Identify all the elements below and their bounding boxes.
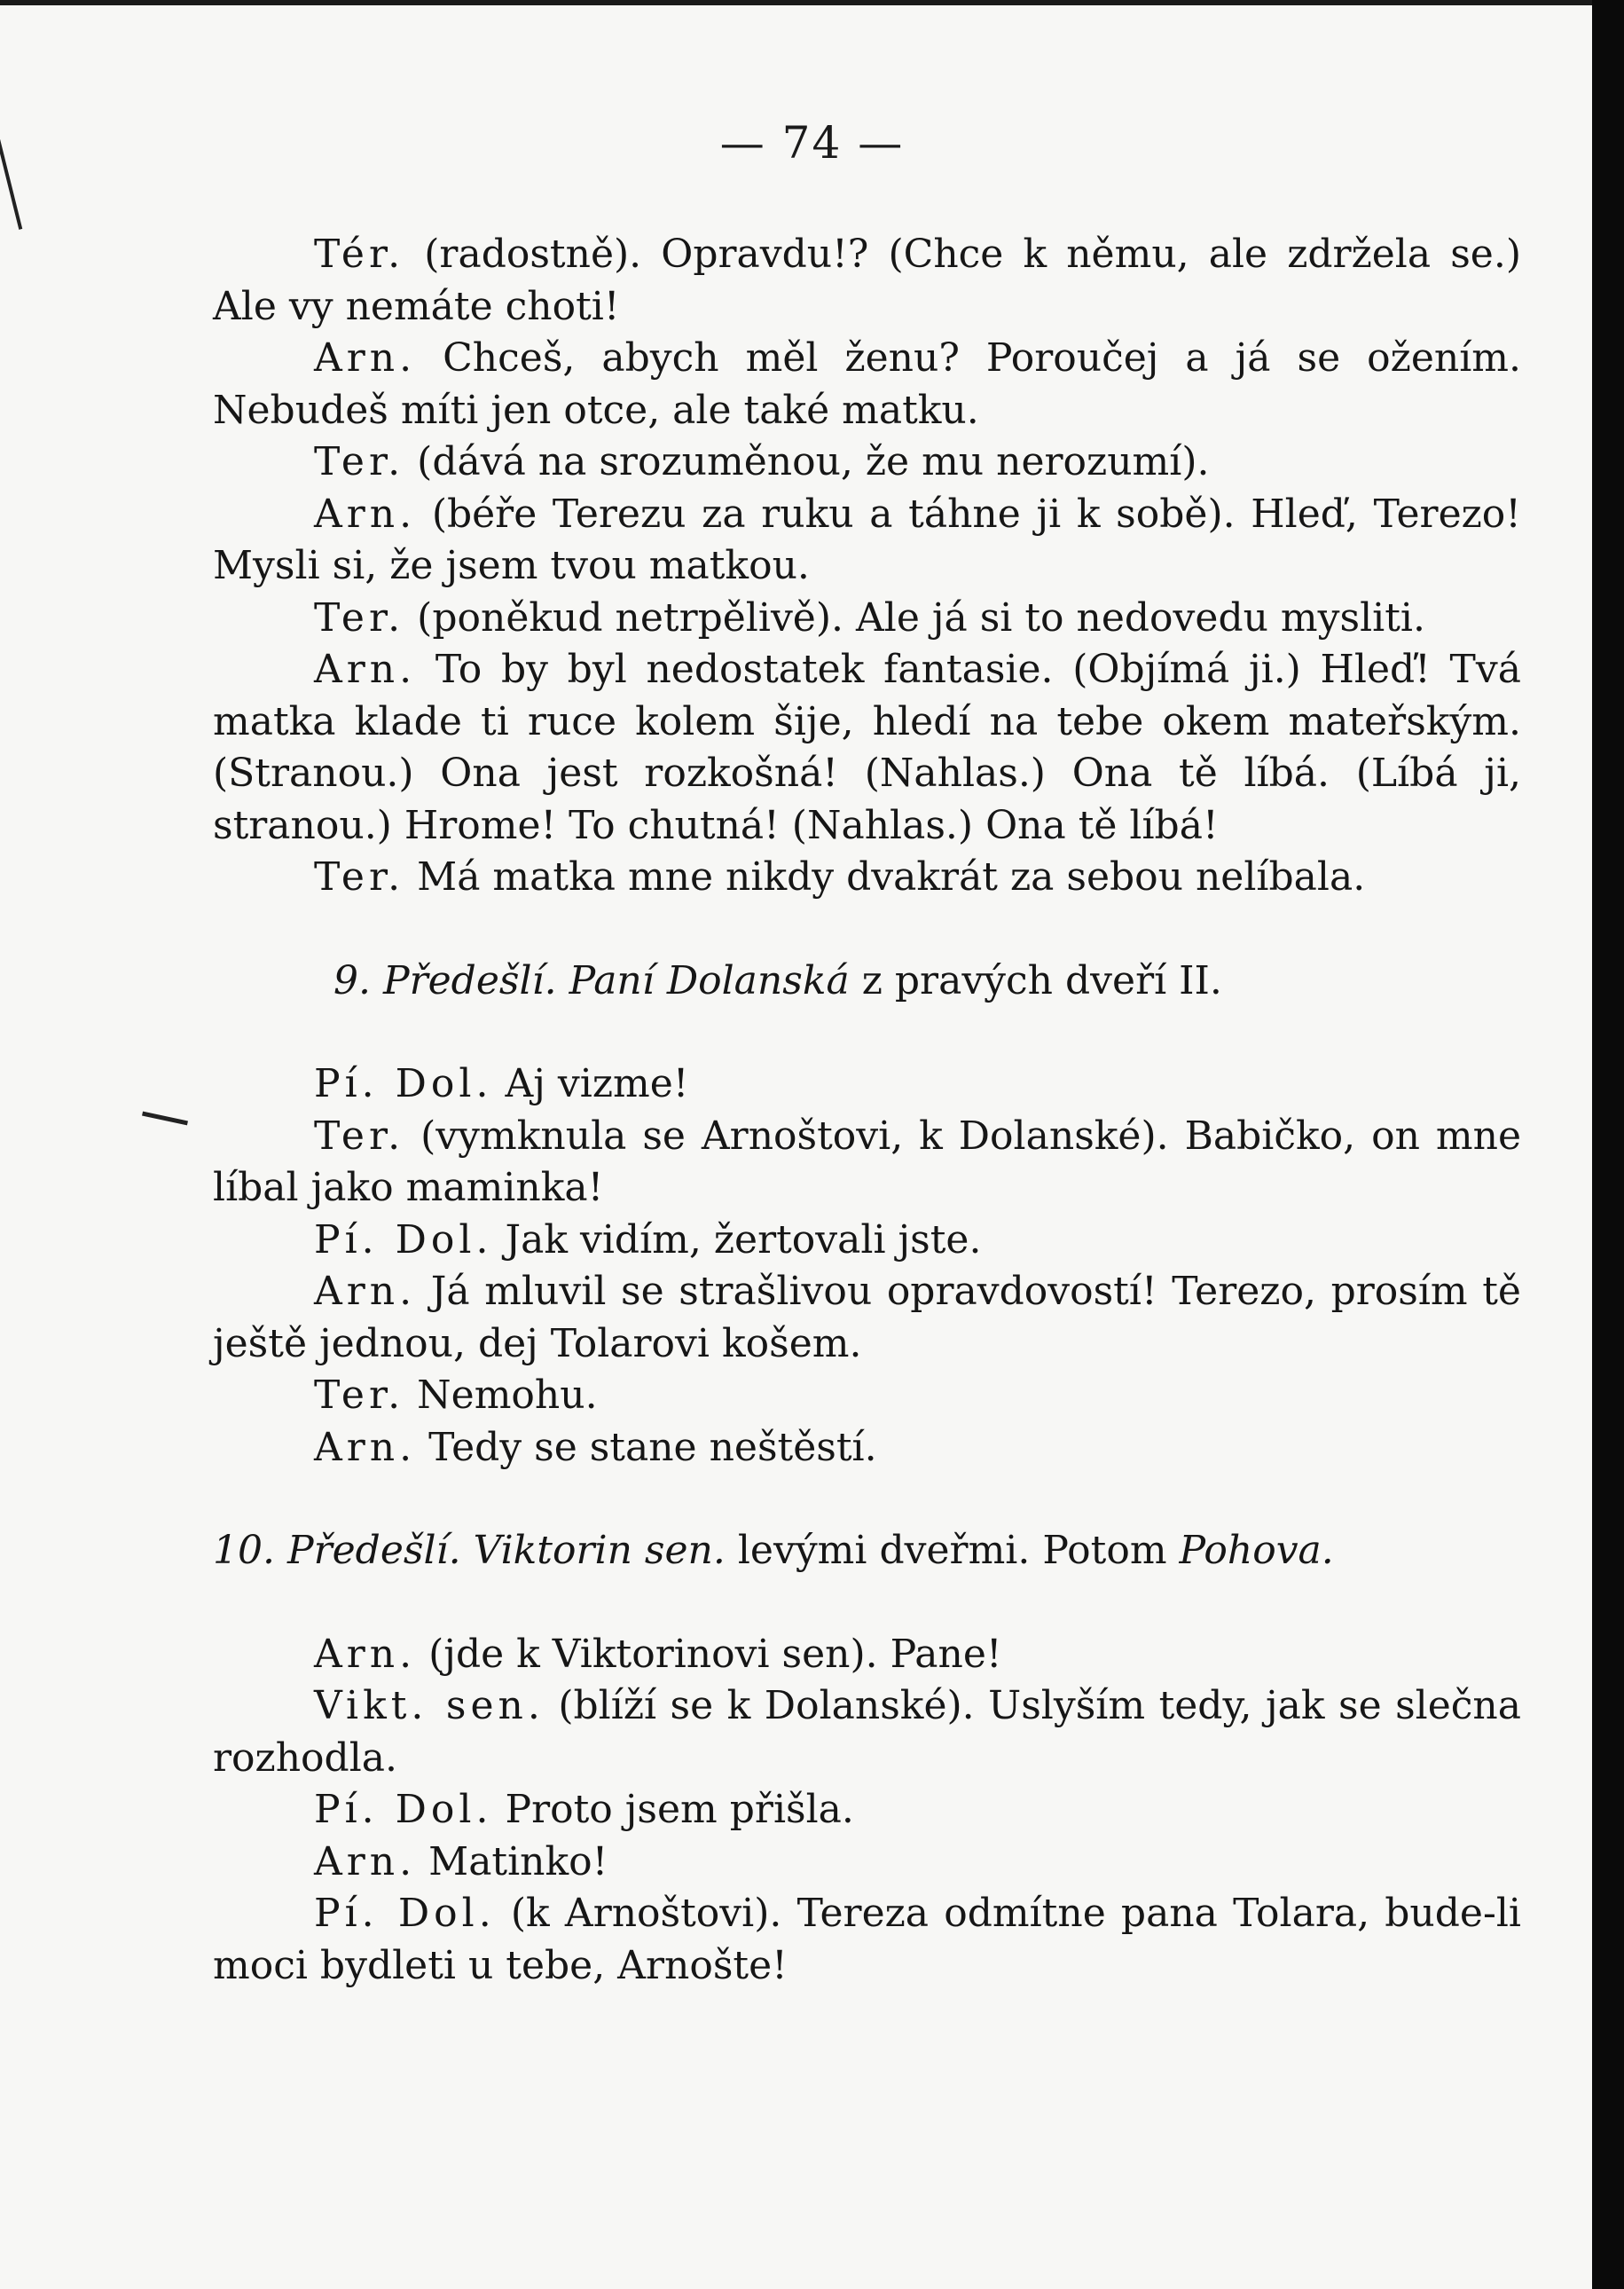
speaker: Pí. Dol. bbox=[314, 1061, 493, 1106]
speech-text: To by byl nedostatek fantasie. (Objímá ji.) Hleď! Tvá matka klade ti ruce kolem šije, hledí na tebe okem mateřským. (Stranou.) Ona jest rozkošná! (Nahlas.) Ona tě líbá. (Líbá ji, stranou.) Hrome! To chutná! (Nahlas.) Ona tě líbá! bbox=[213, 647, 1521, 848]
speaker: Vikt. sen. bbox=[314, 1683, 545, 1728]
scene-characters: Předešlí. Viktorin sen. bbox=[286, 1528, 726, 1573]
speech-line bbox=[213, 1111, 1521, 1215]
speech-line bbox=[213, 644, 1521, 852]
speaker: Arn. bbox=[314, 1269, 417, 1314]
speaker: Arn. bbox=[314, 1838, 417, 1884]
speaker: Ter. bbox=[314, 854, 405, 900]
speech-text: Jak vidím, žertovali jste. bbox=[505, 1216, 982, 1262]
speaker: Pí. Dol. bbox=[314, 1216, 493, 1262]
speech-line bbox=[213, 333, 1521, 437]
speech-text: Proto jsem přišla. bbox=[505, 1787, 854, 1832]
speaker: Arn. bbox=[314, 1424, 417, 1470]
speech-line bbox=[213, 1370, 1521, 1422]
scene-direction: levými dveřmi. Potom bbox=[737, 1528, 1167, 1573]
speech-line bbox=[213, 1058, 1521, 1111]
speech-text: Má matka mne nikdy dvakrát za sebou nelíbala. bbox=[417, 854, 1366, 900]
speaker: Arn. bbox=[314, 491, 417, 537]
speech-line bbox=[213, 1837, 1521, 1889]
speaker: Ter. bbox=[314, 1113, 405, 1159]
scene-number: 9. bbox=[333, 957, 371, 1003]
speaker: Arn. bbox=[314, 647, 417, 692]
speaker: Ter. bbox=[314, 1373, 405, 1418]
speech-line bbox=[213, 1422, 1521, 1475]
speaker: Pí. Dol. bbox=[314, 1787, 493, 1832]
scene-direction: z pravých dveří II. bbox=[861, 957, 1222, 1003]
speech-text: (jde k Viktorinovi sen). Pane! bbox=[428, 1631, 1002, 1677]
speech-text: Chceš, abych měl ženu? Poroučej a já se ožením. Nebudeš míti jen otce, ale také matku. bbox=[213, 335, 1521, 433]
speech-line bbox=[213, 1629, 1521, 1681]
speaker: Tér. bbox=[314, 232, 405, 277]
speech-text: (béře Terezu za ruku a táhne ji k sobě). Hleď, Terezo! Mysli si, že jsem tvou matkou. bbox=[213, 491, 1521, 588]
speech-line bbox=[213, 1784, 1521, 1837]
scan-mark bbox=[142, 1112, 188, 1126]
speech-line bbox=[213, 1680, 1521, 1784]
scene-characters: Předešlí. Paní Dolanská bbox=[382, 957, 850, 1003]
speaker: Arn. bbox=[314, 335, 417, 381]
scene-characters-2: Pohova. bbox=[1179, 1528, 1334, 1573]
page-body bbox=[213, 229, 1521, 1992]
speech-text: Aj vizme! bbox=[505, 1061, 689, 1106]
speech-line bbox=[213, 229, 1521, 333]
speech-text: Tedy se stane neštěstí. bbox=[428, 1424, 877, 1470]
speech-line bbox=[213, 437, 1521, 489]
speech-text: (k Arnoštovi). Tereza odmítne pana Tolara, bude-li moci bydleti u tebe, Arnošte! bbox=[213, 1891, 1521, 1988]
speech-line bbox=[213, 1215, 1521, 1267]
page-right-edge bbox=[1592, 0, 1624, 2289]
page-number: — 74 — bbox=[719, 117, 905, 169]
speaker: Arn. bbox=[314, 1631, 417, 1677]
speech-line bbox=[213, 489, 1521, 593]
speaker: Ter. bbox=[314, 594, 405, 641]
speech-text: Já mluvil se strašlivou opravdovostí! Terezo, prosím tě ještě jednou, dej Tolarovi košem. bbox=[213, 1269, 1521, 1366]
speech-text: Nemohu. bbox=[417, 1373, 598, 1418]
speech-text: Matinko! bbox=[428, 1838, 608, 1884]
speech-text: (poněkud netrpělivě). Ale já si to nedovedu mysliti. bbox=[417, 594, 1425, 641]
speech-line bbox=[213, 1888, 1521, 1992]
speech-text: (blíží se k Dolanské). Uslyším tedy, jak se slečna rozhodla. bbox=[213, 1683, 1521, 1781]
scene-number: 10. bbox=[213, 1528, 275, 1573]
speech-text: (vymknula se Arnoštovi, k Dolanské). Babičko, on mne líbal jako maminka! bbox=[213, 1113, 1521, 1210]
speech-line bbox=[213, 593, 1521, 645]
speaker: Ter. bbox=[314, 439, 405, 484]
page-top-edge bbox=[0, 0, 1624, 5]
speech-text: (radostně). Opravdu!? (Chce k němu, ale zdržela se.) Ale vy nemáte choti! bbox=[213, 232, 1521, 329]
speech-text: (dává na srozuměnou, že mu nerozumí). bbox=[417, 439, 1210, 484]
scene-heading bbox=[213, 956, 1521, 1008]
speech-line bbox=[213, 852, 1521, 904]
scene-heading bbox=[213, 1525, 1521, 1577]
speech-line bbox=[213, 1266, 1521, 1370]
speaker: Pí. Dol. bbox=[314, 1891, 496, 1936]
